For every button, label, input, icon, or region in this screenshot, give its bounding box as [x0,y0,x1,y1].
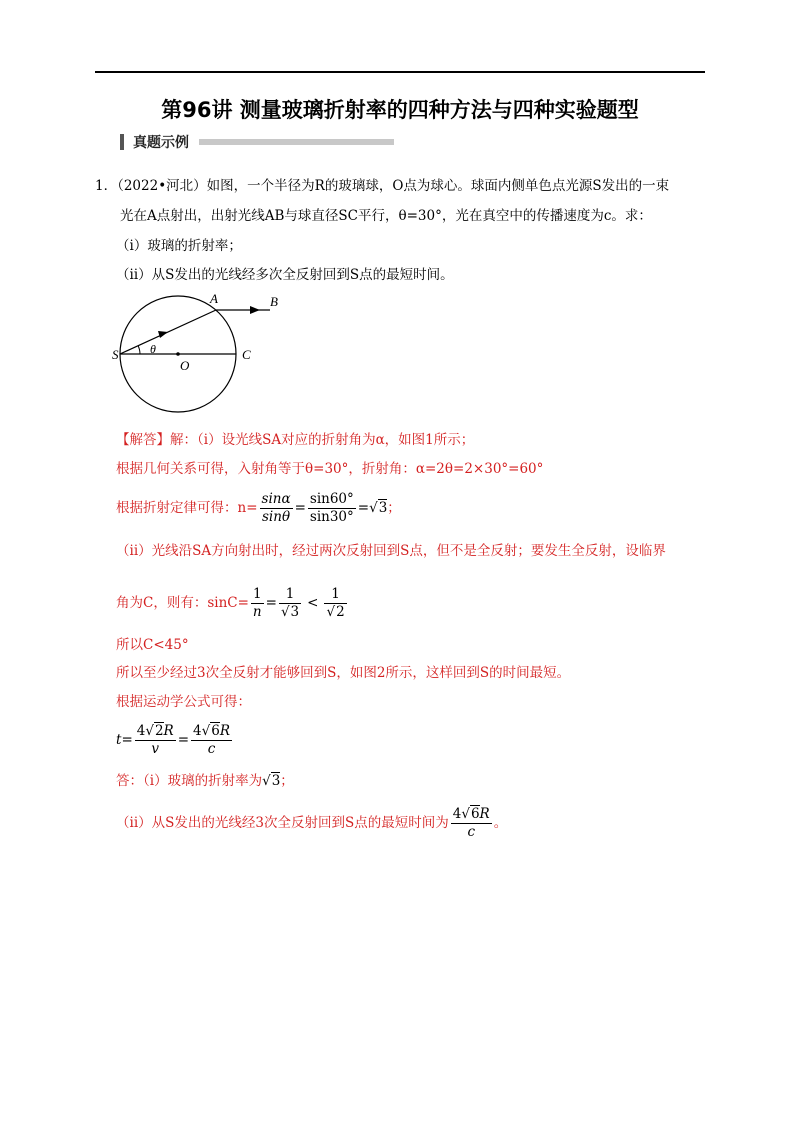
answer-2-R: R [479,806,490,822]
kinematics-line: 根据运动学公式可得： [116,694,251,710]
section-title: 真题示例 [133,135,189,151]
crit-f3-den: √2 [326,604,345,620]
critical-angle-line [116,585,349,621]
label-theta: θ [150,342,156,356]
semicolon-1: ； [387,500,401,516]
time-f2-R: R [219,723,230,739]
time-f1-radicand: 2 [154,723,164,739]
eq-sign-4: = [121,732,133,748]
label-S: S [112,347,119,362]
crit-f1-num: 1 [251,586,264,604]
time-f2-coef: 4 [193,723,202,739]
law-fraction-1 [260,491,293,526]
center-dot [176,352,180,356]
section-bar [120,134,124,150]
eq-sign-3: = [265,595,277,611]
solution-intro-text: 解：（i）设光线SA对应的折射角为α，如图1所示； [170,432,475,448]
crit-f1-den: n [252,604,262,620]
time-f2-den: c [207,741,216,757]
law-prefix: 根据折射定律可得：n= [116,500,258,516]
eq-sign-2: = [357,500,370,516]
answer-1-sqrt: √3 [262,773,281,789]
crit-f2-num: 1 [279,586,301,604]
label-C: C [242,347,251,362]
law-fraction-2 [308,491,356,526]
period: 。 [493,815,508,831]
answer-1-radicand: 3 [271,773,281,789]
answer-2-den: c [467,824,475,840]
answer-2-fraction [451,806,492,841]
label-O: O [180,358,190,373]
crit-fraction-1 [251,586,264,621]
sphere-diagram [112,286,292,416]
time-f1-coef: 4 [136,723,146,739]
time-f2-num: 4√6R [193,723,230,739]
section-decor-line [199,139,394,145]
law-f2-den: sin30° [309,509,354,525]
law-f2-num: sin60° [309,491,354,507]
time-f1-den: v [151,741,160,757]
time-fraction-2 [191,723,232,758]
answer-line-1 [116,772,294,790]
crit-f2-den: √3 [280,604,300,620]
law-f1-num: sinα [261,491,291,507]
part2-line: （ii）光线沿SA方向射出时，经过两次反射回到S点，但不是全反射；要发生全反射，设临界 [116,543,666,559]
crit-fraction-2 [279,586,301,621]
problem-line-1: 1．（2022•河北）如图，一个半径为R的玻璃球，O点为球心。球面内侧单色点光源S发出的一束 [95,178,670,194]
crit-prefix: 角为C，则有：sinC= [116,595,249,611]
eq-sign-5: = [177,732,190,748]
time-fraction-1 [135,723,176,758]
answer-2-radicand: 6 [470,806,480,822]
crit-f3-num: 1 [324,586,346,604]
angle-line: 根据几何关系可得，入射角等于θ=30°，折射角：α=2θ=2×30°=60° [116,461,544,477]
eq-sign-1: = [294,500,306,516]
theta-arc [138,346,140,355]
top-rule [95,71,705,73]
crit-f2-radicand: 3 [290,604,300,620]
less-sign: < [307,595,319,611]
c-less-line: 所以C<45° [116,637,189,653]
sqrt-3: √3 [369,500,388,516]
label-B: B [270,294,278,309]
law-f1-den: sinθ [262,509,291,525]
answer-1-text: 答：（i）玻璃的折射率为 [116,773,263,789]
time-f1-num: 4√2R [136,723,174,739]
semicolon-2: ； [280,773,294,789]
answer-2-text: （ii）从S发出的光线经3次全反射回到S点的最短时间为 [116,815,449,831]
sqrt-3-radicand: 3 [378,500,388,516]
question-1: （ⅰ）玻璃的折射率； [116,238,242,254]
section-header [120,132,394,152]
time-f1-R: R [163,723,174,739]
page-title: 第96讲 测量玻璃折射率的四种方法与四种实验题型 [161,98,639,122]
time-f2-radicand: 6 [211,723,220,739]
problem-line-2: 光在A点射出，出射光线AB与球直径SC平行，θ=30°，光在真空中的传播速度为c。求： [120,208,652,224]
three-reflection-line: 所以至少经过3次全反射才能够回到S，如图2所示，这样回到S的时间最短。 [116,665,571,681]
crit-fraction-3 [324,586,346,621]
time-formula-line [116,722,234,758]
solution-tag: 【解答】 [116,432,170,448]
answer-2-num: 4√6R [452,806,490,822]
solution-intro [116,431,474,449]
crit-formula [249,586,349,620]
ray-SA-arrow [158,331,168,338]
refraction-law-line [116,490,401,526]
answer-2-coef: 4 [452,806,462,822]
question-2: （ⅱ）从S发出的光线经多次全反射回到S点的最短时间。 [116,267,454,283]
label-A: A [210,291,218,306]
answer-line-2 [116,803,507,843]
t-symbol: t [116,732,122,748]
crit-f3-radicand: 2 [336,604,345,620]
ray-AB-arrow [250,306,260,314]
